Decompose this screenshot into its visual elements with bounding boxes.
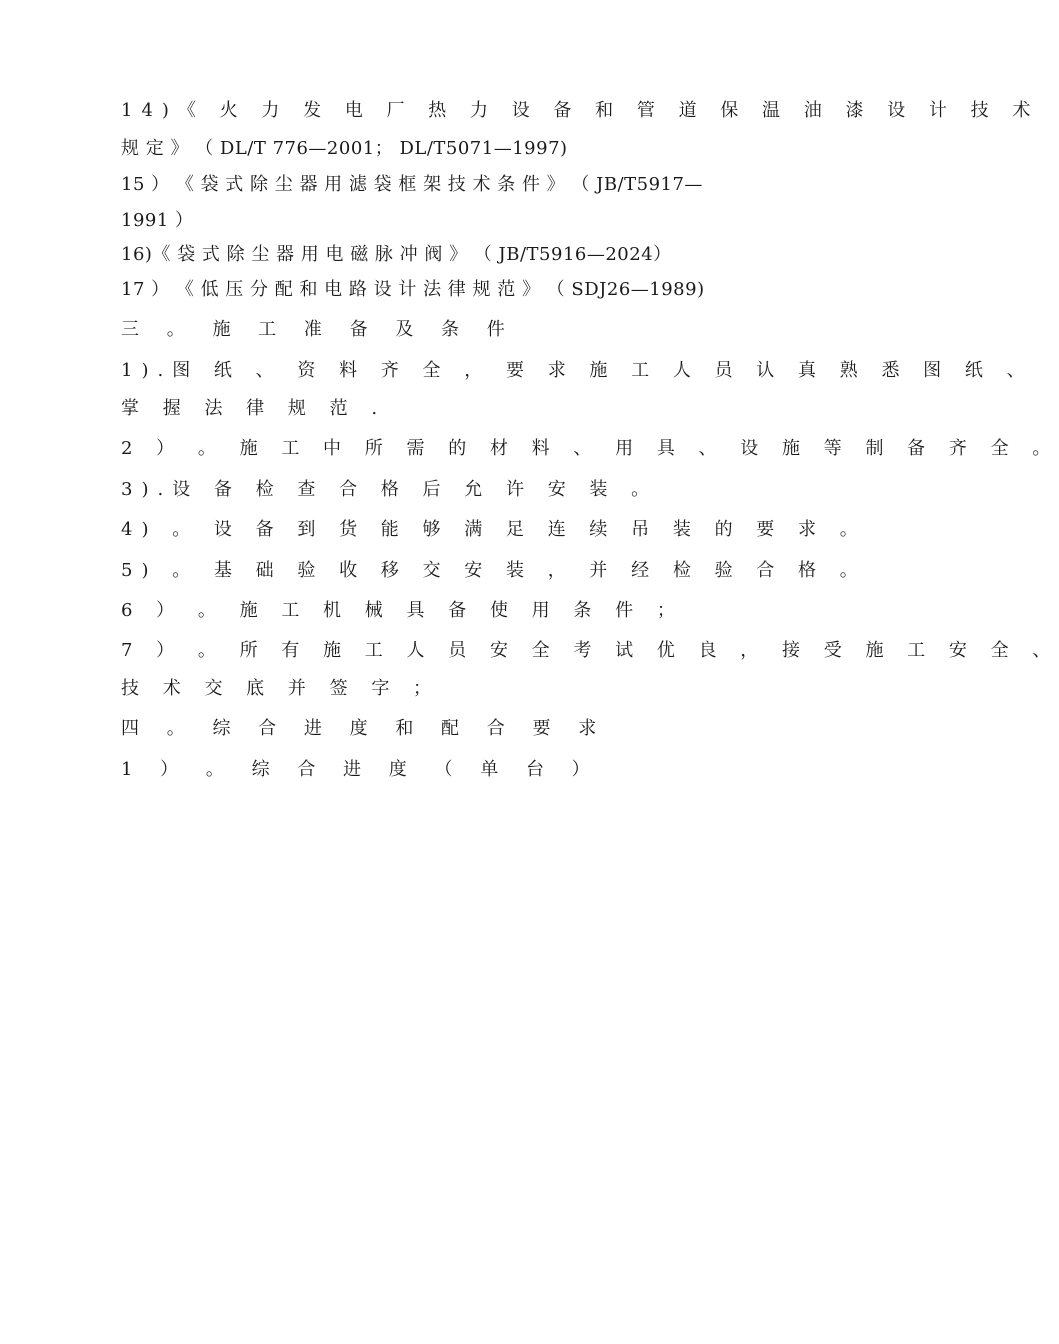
text-line: 14)《 火 力 发 电 厂 热 力 设 备 和 管 道 保 温 油 漆 设 计 技 术 (121, 100, 1040, 121)
text-line: 1 ） 。 综 合 进 度 （ 单 台 ） (121, 759, 601, 780)
text-line: 1).图 纸 、 资 料 齐 全 ， 要 求 施 工 人 员 认 真 熟 悉 图 纸 、 (121, 360, 1034, 381)
text-line: 5) 。 基 础 验 收 移 交 安 装 ， 并 经 检 验 合 格 。 (121, 560, 867, 581)
text-line: 3).设 备 检 查 合 格 后 允 许 安 装 。 (121, 479, 659, 500)
text-line: 4) 。 设 备 到 货 能 够 满 足 连 续 吊 装 的 要 求 。 (121, 519, 867, 540)
text-line: 6 ） 。 施 工 机 械 具 备 使 用 条 件 ； (121, 600, 684, 621)
text-line: 7 ） 。 所 有 施 工 人 员 安 全 考 试 优 良 ， 接 受 施 工 安 全 、 (121, 640, 1059, 661)
text-line: 15 ） 《 袋 式 除 尘 器 用 滤 袋 框 架 技 术 条 件 》 （ JB/T5917— (121, 174, 703, 195)
section-heading: 三 。 施 工 准 备 及 条 件 (121, 319, 516, 340)
text-line: 掌 握 法 律 规 范 . (121, 398, 387, 419)
text-line: 规 定 》 （ DL/T 776—2001； DL/T5071—1997) (121, 138, 568, 159)
text-line: 1991 ） (121, 210, 194, 231)
text-line: 17 ） 《 低 压 分 配 和 电 路 设 计 法 律 规 范 》 （ SDJ26—1989) (121, 279, 705, 300)
text-line: 技 术 交 底 并 签 字 ； (121, 678, 441, 699)
text-line: 16)《 袋 式 除 尘 器 用 电 磁 脉 冲 阀 》 （ JB/T5916—2024） (121, 244, 672, 265)
section-heading: 四 。 综 合 进 度 和 配 合 要 求 (121, 718, 608, 739)
text-line: 2 ） 。 施 工 中 所 需 的 材 料 、 用 具 、 设 施 等 制 备 齐 全 。 (121, 438, 1059, 459)
